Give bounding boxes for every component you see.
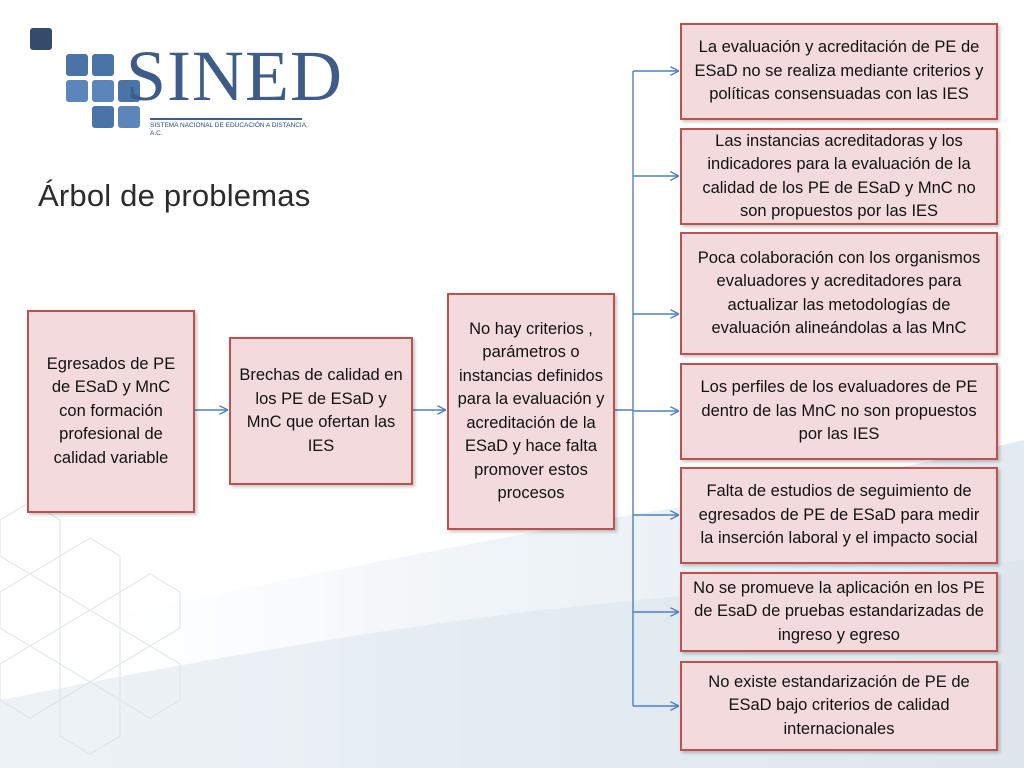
cause-text: No existe estandarización de PE de ESaD bajo criterios de calidad internacionales <box>708 672 970 738</box>
cause-text: Los perfiles de los evaluadores de PE dentro de las MnC no son propuestos por las IES <box>700 378 978 444</box>
problem-box <box>229 337 413 485</box>
effect-text: Egresados de PE de ESaD y MnC con formación profesional de calidad variable <box>46 354 176 467</box>
slide-title: Árbol de problemas <box>38 178 311 213</box>
cause-text: Falta de estudios de seguimiento de egresados de PE de ESaD para medir la inserción laboral y el impacto social <box>698 482 980 548</box>
cause-box-2 <box>680 128 998 225</box>
central-cause-text: No hay criterios , parámetros o instancias definidos para la evaluación y acreditación de la ESaD y hace falta promover estos procesos <box>457 319 605 502</box>
cause-box-4 <box>680 363 998 460</box>
cause-text: No se promueve la aplicación en los PE de EsaD de pruebas estandarizadas de ingreso y egreso <box>693 578 985 644</box>
cause-box-5 <box>680 467 998 564</box>
problem-text: Brechas de calidad en los PE de ESaD y MnC que ofertan las IES <box>239 366 403 455</box>
logo-wordmark: SINED <box>126 36 343 116</box>
cause-box-1 <box>680 23 998 120</box>
central-cause-box <box>447 293 615 530</box>
effect-box <box>27 310 195 513</box>
logo-subtitle: SISTEMA NACIONAL DE EDUCACIÓN A DISTANCIA, A.C. <box>150 122 308 137</box>
cause-box-6 <box>680 572 998 652</box>
cause-text: La evaluación y acreditación de PE de ESaD no se realiza mediante criterios y políticas consensuadas con las IES <box>694 38 984 104</box>
cause-text: Poca colaboración con los organismos evaluadores y acreditadores para actualizar las metodologías de evaluación alineándolas a las MnC <box>697 248 981 337</box>
cause-box-7 <box>680 661 998 751</box>
cause-box-3 <box>680 232 998 355</box>
cause-text: Las instancias acreditadoras y los indicadores para la evaluación de la calidad de los PE de ESaD y MnC no son propuestos por las IES <box>702 131 976 220</box>
